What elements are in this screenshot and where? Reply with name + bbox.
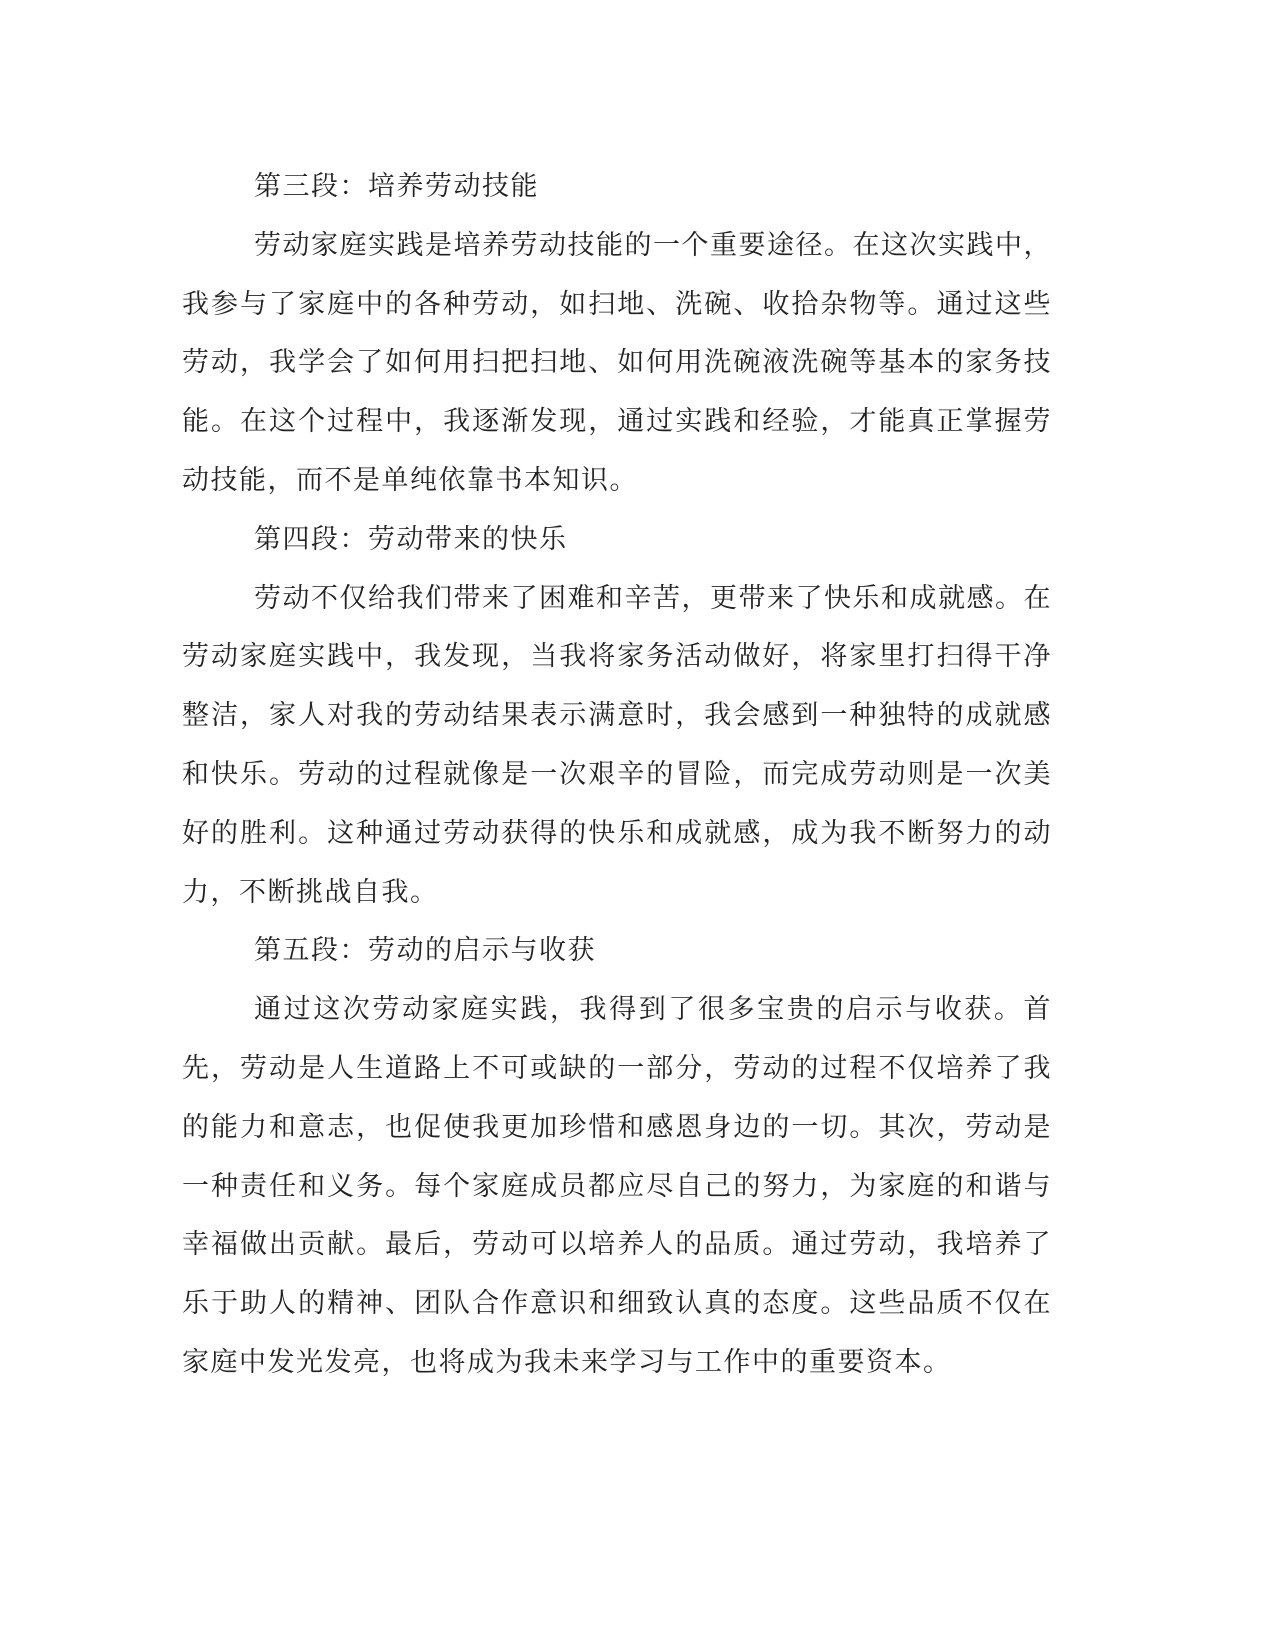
- section-paragraph-3: 劳动家庭实践是培养劳动技能的一个重要途径。在这次实践中，我参与了家庭中的各种劳动，如扫地、洗碗、收拾杂物等。通过这些劳动，我学会了如何用扫把扫地、如何用洗碗液洗碗等基本的家务技能。在这个过程中，我逐渐发现，通过实践和经验，才能真正掌握劳动技能，而不是单纯依靠书本知识。: [182, 229, 1052, 496]
- section-heading-4: 第四段：劳动带来的快乐: [254, 523, 568, 555]
- section-heading-5: 第五段：劳动的启示与收获: [254, 935, 596, 967]
- section-paragraph-5: 通过这次劳动家庭实践，我得到了很多宝贵的启示与收获。首先，劳动是人生道路上不可或缺的一部分，劳动的过程不仅培养了我的能力和意志，也促使我更加珍惜和感恩身边的一切。其次，劳动是一种责任和义务。每个家庭成员都应尽自己的努力，为家庭的和谐与幸福做出贡献。最后，劳动可以培养人的品质。通过劳动，我培养了乐于助人的精神、团队合作意识和细致认真的态度。这些品质不仅在家庭中发光发亮，也将成为我未来学习与工作中的重要资本。: [182, 994, 1052, 1378]
- document-body: [182, 158, 1052, 1393]
- section-paragraph-4: 劳动不仅给我们带来了困难和辛苦，更带来了快乐和成就感。在劳动家庭实践中，我发现，当我将家务活动做好，将家里打扫得干净整洁，家人对我的劳动结果表示满意时，我会感到一种独特的成就感和快乐。劳动的过程就像是一次艰辛的冒险，而完成劳动则是一次美好的胜利。这种通过劳动获得的快乐和成就感，成为我不断努力的动力，不断挑战自我。: [182, 582, 1052, 908]
- section-heading-3: 第三段：培养劳动技能: [254, 171, 539, 202]
